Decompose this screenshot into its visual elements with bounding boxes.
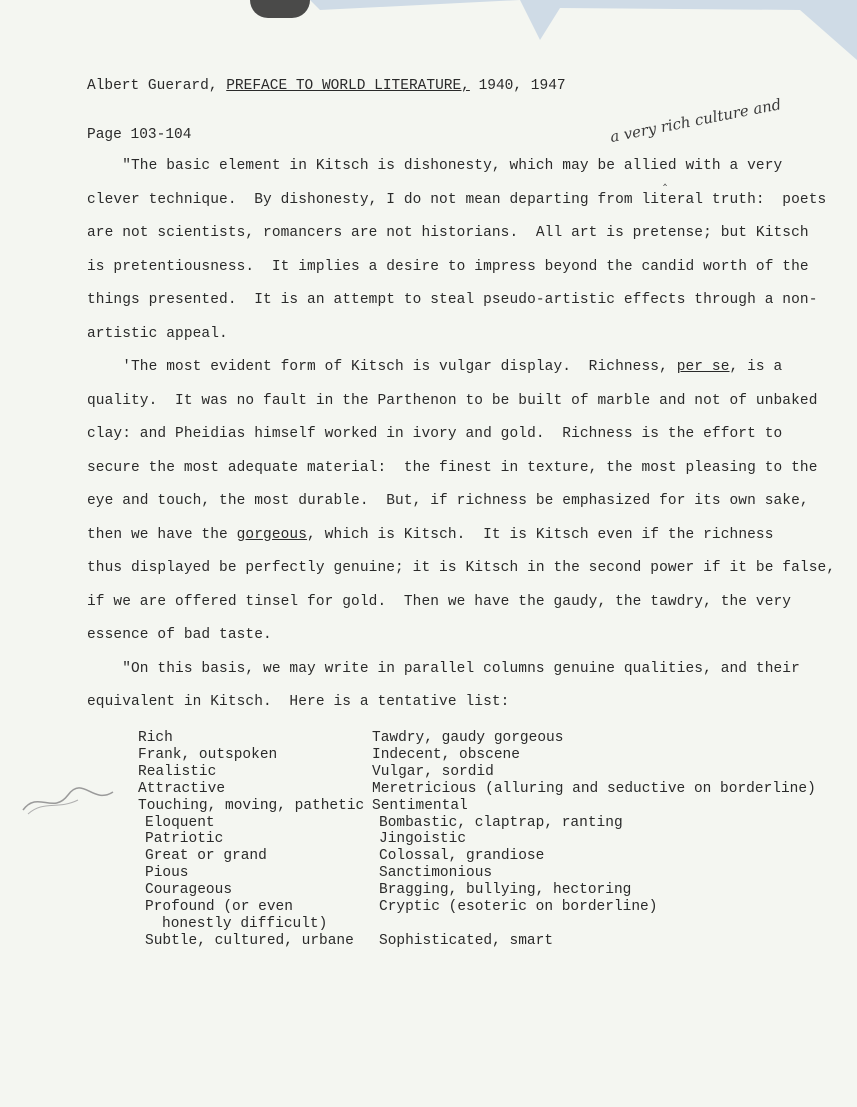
kitsch-equivalent: Tawdry, gaudy gorgeous — [372, 730, 564, 746]
text-line: things presented. It is an attempt to steal pseudo-artistic effects through a non- — [87, 292, 818, 308]
genuine-quality: Attractive — [138, 780, 226, 797]
text-line: 'The most evident form of Kitsch is vulgar display. Richness, per se, is a — [87, 359, 783, 375]
pencil-scribble-icon — [18, 780, 118, 820]
genuine-quality: Pious — [145, 865, 189, 882]
kitsch-equivalent: Vulgar, sordid — [372, 763, 494, 780]
text-line: quality. It was no fault in the Parthenon to be built of marble and not of unbaked — [87, 392, 818, 409]
author: Albert Guerard, — [87, 78, 218, 94]
list-row — [138, 933, 816, 950]
paragraph-3 — [87, 653, 807, 720]
kitsch-equivalent: Sentimental — [372, 797, 468, 814]
list-row — [138, 831, 816, 848]
kitsch-equivalent: Bragging, bullying, hectoring — [379, 882, 632, 899]
paragraph-1 — [87, 150, 827, 351]
genuine-quality: honestly difficult) — [162, 915, 328, 932]
page-reference: Page 103-104 — [87, 127, 192, 143]
list-row — [138, 916, 816, 933]
genuine-quality: Subtle, cultured, urbane — [145, 932, 354, 949]
book-title: PREFACE TO WORLD LITERATURE, — [226, 78, 470, 94]
kitsch-equivalent: Cryptic (esoteric on borderline) — [379, 899, 658, 916]
kitsch-equivalent: Bombastic, claptrap, ranting — [379, 814, 623, 831]
insertion-caret-icon: ‸ — [663, 172, 668, 186]
text-line: secure the most adequate material: the finest in texture, the most pleasing to the — [87, 459, 818, 476]
text-line: is pretentiousness. It implies a desire to impress beyond the candid worth of the — [87, 258, 809, 275]
publication-years: 1940, 1947 — [478, 78, 566, 94]
genuine-quality: Profound (or even — [145, 899, 293, 916]
genuine-quality: Frank, outspoken — [138, 746, 278, 763]
text-line: artistic appeal. — [87, 325, 228, 342]
genuine-quality: Touching, moving, pathetic — [138, 797, 365, 814]
list-row — [138, 882, 816, 899]
list-row — [138, 764, 816, 781]
kitsch-equivalent: Indecent, obscene — [372, 746, 520, 763]
text-line: then we have the gorgeous, which is Kitsch. It is Kitsch even if the richness — [87, 526, 774, 543]
list-row — [138, 730, 816, 747]
kitsch-equivalent: Sophisticated, smart — [379, 932, 554, 949]
text-line: clay: and Pheidias himself worked in ivory and gold. Richness is the effort to — [87, 426, 783, 442]
kitsch-equivalent: Colossal, grandiose — [379, 848, 545, 865]
list-row — [138, 815, 816, 832]
qualities-comparison-list — [138, 730, 816, 950]
kitsch-equivalent: Meretricious (alluring and seductive on borderline) — [372, 780, 816, 797]
genuine-quality: Courageous — [145, 882, 233, 899]
list-row — [138, 899, 816, 916]
text-line: equivalent in Kitsch. Here is a tentative list: — [87, 694, 510, 710]
text-line: eye and touch, the most durable. But, if richness be emphasized for its own sake, — [87, 493, 809, 509]
genuine-quality: Realistic — [138, 763, 217, 780]
text-line: if we are offered tinsel for gold. Then we have the gaudy, the tawdry, the very — [87, 593, 792, 610]
list-row — [138, 798, 816, 815]
genuine-quality: Eloquent — [145, 814, 215, 831]
kitsch-equivalent: Jingoistic — [379, 831, 467, 848]
text-line: clever technique. By dishonesty, I do not mean departing from literal truth: poets — [87, 191, 827, 208]
list-row — [138, 865, 816, 882]
genuine-quality: Great or grand — [145, 848, 267, 865]
text-line: are not scientists, romancers are not historians. All art is pretense; but Kitsch — [87, 225, 809, 241]
list-row — [138, 747, 816, 764]
binder-clip-shadow — [250, 0, 310, 18]
text-line: essence of bad taste. — [87, 627, 272, 643]
genuine-quality: Patriotic — [145, 831, 224, 848]
quoted-text — [87, 150, 836, 720]
paragraph-2 — [87, 351, 836, 653]
genuine-quality: Rich — [138, 730, 173, 746]
text-line: thus displayed be perfectly genuine; it is Kitsch in the second power if it be false, — [87, 560, 836, 576]
text-line: "The basic element in Kitsch is dishonesty, which may be allied with a very — [87, 158, 783, 174]
list-row — [138, 848, 816, 865]
citation-header — [87, 78, 566, 94]
text-line: "On this basis, we may write in parallel columns genuine qualities, and their — [87, 660, 800, 677]
list-row — [138, 781, 816, 798]
kitsch-equivalent: Sanctimonious — [379, 865, 493, 882]
handwritten-annotation: a very rich culture and — [608, 95, 783, 146]
